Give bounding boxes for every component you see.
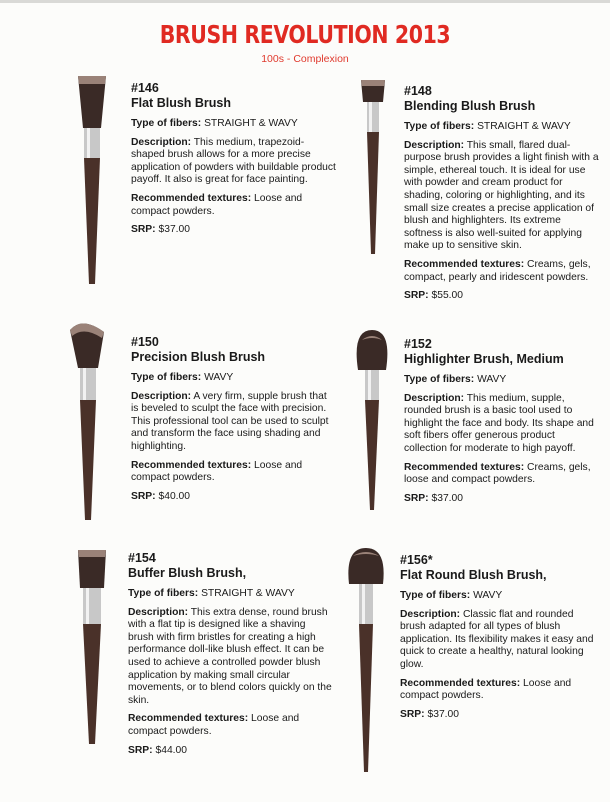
fibers-row bbox=[131, 372, 336, 385]
srp-row bbox=[128, 745, 333, 758]
description-value: This extra dense, round brush with a flat tip is designed like a shaving brush with firm bristles for creating a high performance doll-like blush effect. It can be used to achieve a controlled powder blush application by making small circular movements, or to blend colors quickly on the skin. bbox=[128, 606, 332, 706]
description-value: Classic flat and rounded brush adapted for all types of blush application. Its flexibility makes it easy and quick to create a healthy, natural looking glow. bbox=[400, 608, 594, 670]
textures-label: Recommended textures: bbox=[404, 461, 525, 473]
srp-label: SRP: bbox=[404, 290, 429, 302]
fibers-row bbox=[128, 588, 333, 601]
fibers-row bbox=[131, 118, 336, 131]
textures-row bbox=[400, 678, 595, 703]
textures-value: Creams, gels, loose and compact powders. bbox=[404, 461, 591, 486]
description-label: Description: bbox=[128, 606, 189, 618]
description-row bbox=[131, 137, 336, 187]
srp-value: $37.00 bbox=[427, 708, 459, 720]
description-label: Description: bbox=[131, 136, 192, 148]
product-name: Flat Round Blush Brush, bbox=[400, 568, 547, 582]
textures-label: Recommended textures: bbox=[131, 192, 252, 204]
textures-label: Recommended textures: bbox=[131, 459, 252, 471]
description-label: Description: bbox=[400, 608, 461, 620]
brush-148-image bbox=[353, 80, 393, 256]
brush-150-image bbox=[66, 322, 110, 522]
product-150 bbox=[131, 335, 336, 509]
srp-row bbox=[400, 709, 595, 722]
description-label: Description: bbox=[404, 392, 465, 404]
srp-row bbox=[131, 491, 336, 504]
fibers-value: WAVY bbox=[477, 374, 507, 385]
srp-row bbox=[131, 224, 336, 237]
product-number: #156* bbox=[400, 553, 433, 567]
brush-152-image bbox=[350, 330, 394, 512]
fibers-row bbox=[404, 121, 599, 134]
product-name: Highlighter Brush, Medium bbox=[404, 352, 564, 366]
textures-row bbox=[404, 462, 599, 487]
brush-154-image bbox=[72, 550, 112, 746]
description-value: This medium, trapezoid-shaped brush allows for a more precise application of powders with buildable product payoff. It also is great for face painting. bbox=[131, 136, 336, 186]
srp-label: SRP: bbox=[128, 744, 153, 756]
srp-label: SRP: bbox=[400, 708, 425, 720]
srp-label: SRP: bbox=[404, 492, 429, 504]
textures-row bbox=[128, 713, 333, 738]
brush-146-image bbox=[72, 76, 112, 286]
textures-value: Loose and compact powders. bbox=[400, 677, 572, 702]
product-name: Blending Blush Brush bbox=[404, 99, 536, 113]
srp-value: $37.00 bbox=[431, 492, 463, 504]
page-subtitle: 100s - Complexion bbox=[261, 53, 349, 65]
srp-label: SRP: bbox=[131, 224, 156, 236]
description-value: A very firm, supple brush that is beveled to sculpt the face with precision. This professional tool can be used to sculpt and transform the face using shading and highlighting. bbox=[131, 390, 329, 452]
description-value: This medium, supple, rounded brush is a basic tool used to highlight the face and body. Its shape and soft fibers offer generous product collection for moderate to high payoff. bbox=[404, 392, 594, 454]
srp-value: $40.00 bbox=[158, 490, 190, 502]
product-number: #148 bbox=[404, 84, 432, 98]
product-name: Buffer Blush Brush, bbox=[128, 566, 247, 580]
product-name: Flat Blush Brush bbox=[131, 96, 232, 110]
srp-value: $37.00 bbox=[158, 224, 190, 236]
textures-label: Recommended textures: bbox=[128, 713, 249, 725]
srp-value: $55.00 bbox=[431, 290, 463, 302]
product-148 bbox=[404, 84, 599, 309]
description-label: Description: bbox=[404, 139, 465, 151]
fibers-value: STRAIGHT & WAVY bbox=[201, 588, 295, 599]
product-number: #154 bbox=[128, 551, 156, 565]
textures-label: Recommended textures: bbox=[400, 677, 521, 689]
srp-value: $44.00 bbox=[155, 744, 187, 756]
textures-label: Recommended textures: bbox=[404, 258, 525, 270]
fibers-value: STRAIGHT & WAVY bbox=[204, 118, 298, 129]
textures-row bbox=[131, 460, 336, 485]
description-row bbox=[131, 391, 336, 454]
fibers-label: Type of fibers: bbox=[400, 590, 471, 601]
fibers-row bbox=[400, 590, 595, 603]
fibers-label: Type of fibers: bbox=[131, 118, 202, 129]
product-154 bbox=[128, 551, 333, 763]
product-156 bbox=[400, 553, 595, 727]
brush-156-image bbox=[343, 548, 389, 774]
description-value: This small, flared dual-purpose brush provides a light finish with a simple, ethereal touch. It is ideal for use with powder and cream product for shading, coloring or highlighting, and its small size creates a precise application of blush and highlighters. Its extreme softness is also well-suited for applying make up to sensitive skin. bbox=[404, 139, 599, 252]
description-label: Description: bbox=[131, 390, 192, 402]
fibers-row bbox=[404, 374, 599, 387]
fibers-value: WAVY bbox=[473, 590, 503, 601]
product-152 bbox=[404, 337, 599, 511]
fibers-value: WAVY bbox=[204, 372, 234, 383]
fibers-label: Type of fibers: bbox=[404, 121, 475, 132]
description-row bbox=[400, 609, 595, 672]
product-number: #152 bbox=[404, 337, 432, 351]
product-name: Precision Blush Brush bbox=[131, 350, 266, 364]
srp-label: SRP: bbox=[131, 490, 156, 502]
description-row bbox=[404, 140, 599, 253]
srp-row bbox=[404, 290, 599, 303]
srp-row bbox=[404, 493, 599, 506]
description-row bbox=[128, 607, 333, 708]
textures-value: Loose and compact powders. bbox=[128, 713, 300, 737]
fibers-label: Type of fibers: bbox=[404, 374, 475, 385]
textures-value: Loose and compact powders. bbox=[131, 192, 303, 217]
fibers-label: Type of fibers: bbox=[131, 372, 202, 383]
product-146 bbox=[131, 81, 336, 243]
textures-row bbox=[131, 193, 336, 218]
scan-edge bbox=[0, 0, 610, 3]
textures-value: Creams, gels, compact, pearly and iridescent powders. bbox=[404, 258, 591, 283]
description-row bbox=[404, 393, 599, 456]
product-number: #150 bbox=[131, 335, 159, 349]
page-title: BRUSH REVOLUTION 2013 bbox=[159, 20, 451, 49]
fibers-value: STRAIGHT & WAVY bbox=[477, 121, 571, 132]
fibers-label: Type of fibers: bbox=[128, 588, 199, 599]
textures-row bbox=[404, 259, 599, 284]
product-number: #146 bbox=[131, 81, 159, 95]
textures-value: Loose and compact powders. bbox=[131, 459, 303, 484]
